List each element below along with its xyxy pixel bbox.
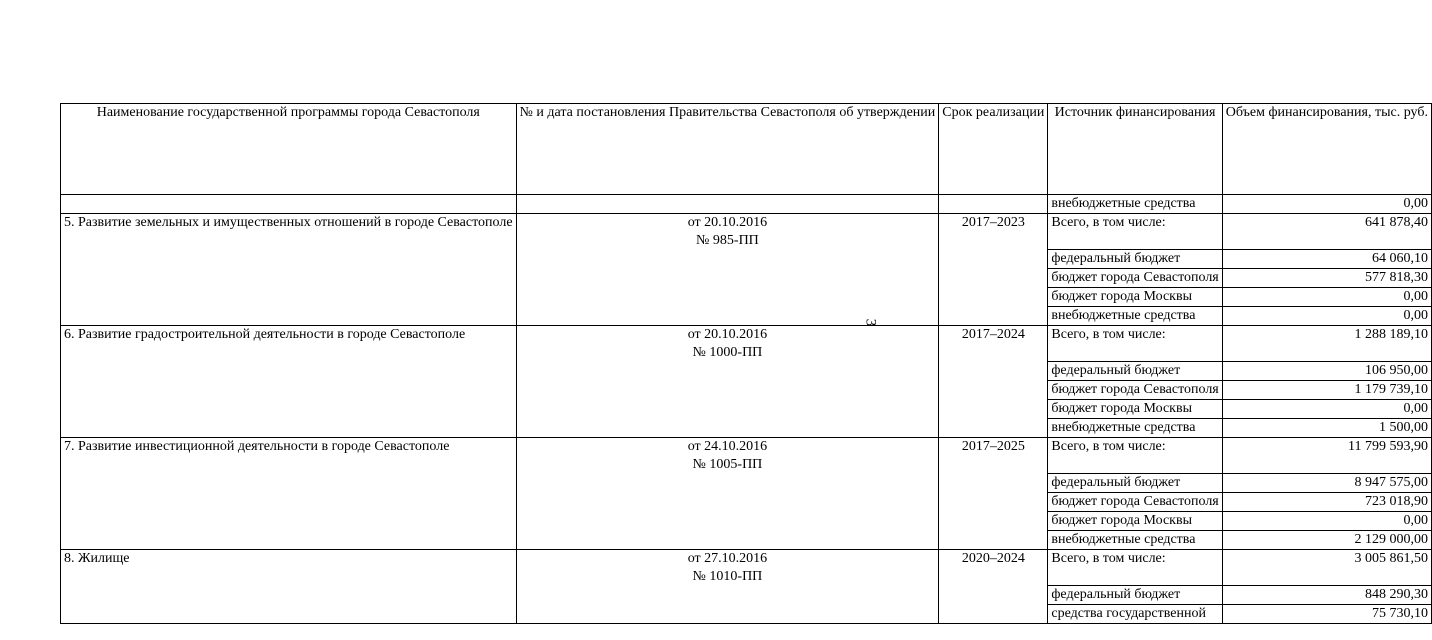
total-amount: 11 799 593,90 <box>1222 438 1431 474</box>
table-header-row <box>61 104 1432 195</box>
total-amount: 1 288 189,10 <box>1222 326 1431 362</box>
header-term: Срок реализации <box>939 104 1048 195</box>
resolution-number: № 1005-ПП <box>692 457 763 472</box>
header-source: Источник финансирования <box>1048 104 1222 195</box>
financing-table <box>60 103 1432 624</box>
program-name: 5. Развитие земельных и имущественных отношений в городе Севастополе <box>61 214 517 326</box>
total-amount: 641 878,40 <box>1222 214 1431 250</box>
resolution-number: № 1000-ПП <box>692 345 763 360</box>
source-label: средства государственной <box>1048 605 1222 624</box>
program-name: 6. Развитие градостроительной деятельности в городе Севастополе <box>61 326 517 438</box>
source-amount: 64 060,10 <box>1222 250 1431 269</box>
program-term: 2017–2023 <box>939 214 1048 326</box>
source-amount: 75 730,10 <box>1222 605 1431 624</box>
source-amount: 1 179 739,10 <box>1222 381 1431 400</box>
header-amount: Объем финансирования, тыс. руб. <box>1222 104 1431 195</box>
source-amount: 848 290,30 <box>1222 586 1431 605</box>
source-amount: 106 950,00 <box>1222 362 1431 381</box>
program-name: 8. Жилище <box>61 550 517 624</box>
header-program-name: Наименование государственной программы города Севастополя <box>61 104 517 195</box>
resolution-date: от 27.10.2016 <box>687 551 768 566</box>
source-amount: 577 818,30 <box>1222 269 1431 288</box>
source-label: федеральный бюджет <box>1048 362 1222 381</box>
cell-empty <box>61 195 517 214</box>
total-label: Всего, в том числе: <box>1048 326 1222 362</box>
source-label: внебюджетные средства <box>1048 531 1222 550</box>
source-label: бюджет города Москвы <box>1048 512 1222 531</box>
source-label: бюджет города Севастополя <box>1048 269 1222 288</box>
source-amount: 0,00 <box>1222 512 1431 531</box>
resolution-number: № 1010-ПП <box>692 569 763 584</box>
source-label: внебюджетные средства <box>1048 419 1222 438</box>
resolution-date: от 20.10.2016 <box>687 327 768 342</box>
program-name: 7. Развитие инвестиционной деятельности в городе Севастополе <box>61 438 517 550</box>
program-resolution <box>516 550 939 624</box>
program-row <box>61 550 1432 586</box>
source-amount: 2 129 000,00 <box>1222 531 1431 550</box>
program-row <box>61 214 1432 250</box>
source-amount: 723 018,90 <box>1222 493 1431 512</box>
cell-empty <box>516 195 939 214</box>
program-term: 2017–2025 <box>939 438 1048 550</box>
header-resolution: № и дата постановления Правительства Севастополя об утверждении <box>516 104 939 195</box>
program-row <box>61 438 1432 474</box>
program-resolution <box>516 438 939 550</box>
continuation-row <box>61 195 1432 214</box>
table-body <box>61 195 1432 624</box>
page-number: 3 <box>862 318 879 327</box>
source-label: федеральный бюджет <box>1048 586 1222 605</box>
total-label: Всего, в том числе: <box>1048 214 1222 250</box>
cell-empty <box>939 195 1048 214</box>
program-term: 2020–2024 <box>939 550 1048 624</box>
resolution-number: № 985-ПП <box>696 233 759 248</box>
source-amount: 1 500,00 <box>1222 419 1431 438</box>
source-label: федеральный бюджет <box>1048 474 1222 493</box>
source-label: бюджет города Севастополя <box>1048 381 1222 400</box>
program-term: 2017–2024 <box>939 326 1048 438</box>
source-amount: 0,00 <box>1222 307 1431 326</box>
source-amount: 0,00 <box>1222 288 1431 307</box>
program-row <box>61 326 1432 362</box>
program-resolution <box>516 214 939 326</box>
source-amount: 0,00 <box>1222 400 1431 419</box>
total-label: Всего, в том числе: <box>1048 550 1222 586</box>
program-resolution <box>516 326 939 438</box>
source-label: внебюджетные средства <box>1048 307 1222 326</box>
resolution-date: от 20.10.2016 <box>687 215 768 230</box>
source-label: внебюджетные средства <box>1048 195 1222 214</box>
source-label: бюджет города Москвы <box>1048 400 1222 419</box>
source-label: бюджет города Севастополя <box>1048 493 1222 512</box>
source-label: бюджет города Москвы <box>1048 288 1222 307</box>
source-label: федеральный бюджет <box>1048 250 1222 269</box>
source-amount: 8 947 575,00 <box>1222 474 1431 493</box>
source-amount: 0,00 <box>1222 195 1431 214</box>
resolution-date: от 24.10.2016 <box>687 439 768 454</box>
total-label: Всего, в том числе: <box>1048 438 1222 474</box>
total-amount: 3 005 861,50 <box>1222 550 1431 586</box>
